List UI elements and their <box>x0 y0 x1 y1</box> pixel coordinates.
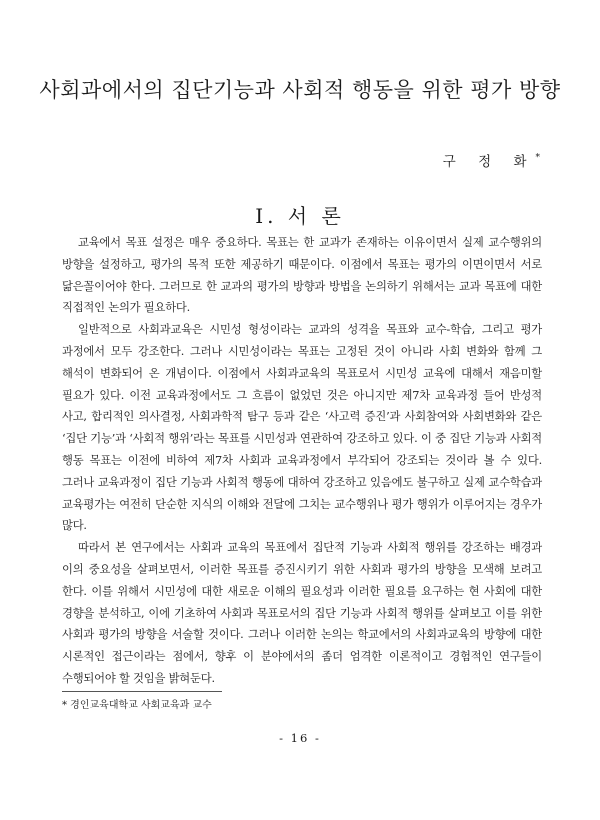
author-name: 구 정 화 <box>442 154 536 170</box>
paragraph-2: 일반적으로 사회과교육은 시민성 형성이라는 교과의 성격을 목표와 교수-학습, 그리고 평가 과정에서 모두 강조한다. 그러나 시민성이라는 목표는 고정된 것이 아니라 사회 변화와 함께 그 해석이 변화되어 온 개념이다. 이점에서 사회과교육의 목표로서 시민성 교육에 대해서 재음미할 필요가 있다. 이전 교육과정에서도 그 흐름이 없었던 것은 아니지만 제7차 교육과정 들어 반성적 사고, 합리적인 의사결정, 사회과학적 탐구 등과 같은 ‘사고력 증진’과 사회참여와 사회변화와 같은 ‘집단 기능’과 ‘사회적 행위’라는 목표를 시민성과 연관하여 강조하고 있다. 이 중 집단 기능과 사회적 행동 목표는 이전에 비하여 제7차 사회과 교육과정에서 부각되어 강조되는 것이라 볼 수 있다. 그러나 교육과정이 집단 기능과 사회적 행동에 대하여 강조하고 있음에도 불구하고 실제 교수학습과 교육평가는 여전히 단순한 지식의 이해와 전달에 그치는 교수행위나 평가 행위가 이루어지는 경우가 많다. <box>62 323 542 533</box>
body-text <box>62 232 542 690</box>
author-line <box>443 150 540 170</box>
footnote-divider <box>62 691 222 692</box>
author-footnote-mark: * <box>535 153 540 163</box>
paper-title: 사회과에서의 집단기능과 사회적 행동을 위한 평가 방향 <box>39 78 561 102</box>
footnote: * 경인교육대학교 사회교육과 교수 <box>62 700 212 711</box>
page-number: - 16 - <box>279 731 321 745</box>
paragraph-3: 따라서 본 연구에서는 사회과 교육의 목표에서 집단적 기능과 사회적 행위를 강조하는 배경과 이의 중요성을 살펴보면서, 이러한 목표를 증진시키기 위한 사회과 평가의 방향을 모색해 보려고 한다. 이를 위해서 시민성에 대한 새로운 이해의 필요성과 이러한 필요를 요구하는 현 사회에 대한 경향을 분석하고, 이에 기초하여 사회과 목표로서의 집단 기능과 사회적 행위를 살펴보고 이를 위한 사회과 평가의 방향을 서술할 것이다. 그러나 이러한 논의는 학교에서의 사회과교육의 방향에 대한 시론적인 접근이라는 점에서, 향후 이 분야에서의 좀더 엄격한 이론적이고 경험적인 연구들이 수행되어야 할 것임을 밝혀둔다. <box>62 541 542 685</box>
paragraph-1: 교육에서 목표 설정은 매우 중요하다. 목표는 한 교과가 존재하는 이유이면서 실제 교수행위의 방향을 설정하고, 평가의 목적 또한 제공하기 때문이다. 이점에서 목표는 평가의 이면이면서 서로 닮은꼴이어야 한다. 그러므로 한 교과의 평가의 방향과 방법을 논의하기 위해서는 교과 목표에 대한 직접적인 논의가 필요하다. <box>62 236 542 315</box>
section-heading: Ⅰ. 서 론 <box>255 204 345 228</box>
